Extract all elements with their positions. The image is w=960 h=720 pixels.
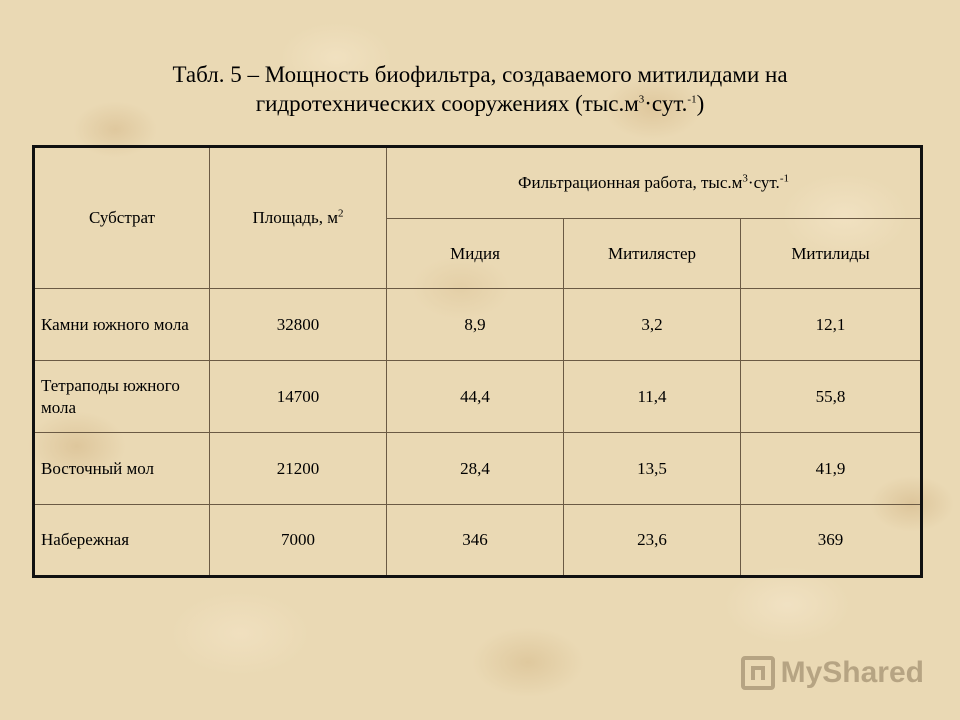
cell-area: 32800 xyxy=(210,289,387,361)
header-area: Площадь, $м^2$ xyxy=(210,147,387,289)
cell-mytilids: 55,8 xyxy=(741,361,922,433)
cell-mytilaster: 11,4 xyxy=(564,361,741,433)
cell-mytilids: 12,1 xyxy=(741,289,922,361)
watermark-text: MyShared xyxy=(780,656,924,689)
cell-substrate: Набережная xyxy=(34,505,210,577)
table-row xyxy=(34,361,922,433)
cell-substrate: Камни южного мола xyxy=(34,289,210,361)
header-substrate: Субстрат xyxy=(34,147,210,289)
caption-line-1: Табл. 5 – Мощность биофильтра, создаваемого митилидами на xyxy=(172,62,788,87)
header-mytilids: Митилиды xyxy=(741,219,922,289)
cell-mytilids: 41,9 xyxy=(741,433,922,505)
cell-mytilids: 369 xyxy=(741,505,922,577)
table-caption xyxy=(60,60,900,118)
cell-area: 14700 xyxy=(210,361,387,433)
cell-area: 7000 xyxy=(210,505,387,577)
cell-mussel: 28,4 xyxy=(387,433,564,505)
header-row-1 xyxy=(34,147,922,219)
header-filtration-work: Фильтрационная работа, $тыс.м^3\cdot сут.^{-1}$ xyxy=(387,147,922,219)
cell-substrate: Восточный мол xyxy=(34,433,210,505)
caption-line-2: гидротехнических сооружениях $(тыс.м^3\cdot сут.^{-1})$ xyxy=(255,91,705,116)
cell-mussel: 44,4 xyxy=(387,361,564,433)
cell-mytilaster: 3,2 xyxy=(564,289,741,361)
cell-area: 21200 xyxy=(210,433,387,505)
header-mussel: Мидия xyxy=(387,219,564,289)
cell-mytilaster: 23,6 xyxy=(564,505,741,577)
table-row xyxy=(34,505,922,577)
watermark xyxy=(741,656,924,690)
header-mytilaster: Митилястер xyxy=(564,219,741,289)
table-row xyxy=(34,433,922,505)
cell-mytilaster: 13,5 xyxy=(564,433,741,505)
cell-mussel: 346 xyxy=(387,505,564,577)
table-row xyxy=(34,289,922,361)
biofilter-table xyxy=(32,145,923,578)
cell-mussel: 8,9 xyxy=(387,289,564,361)
cell-substrate: Тетраподы южного мола xyxy=(34,361,210,433)
myshared-logo-icon xyxy=(741,656,775,690)
